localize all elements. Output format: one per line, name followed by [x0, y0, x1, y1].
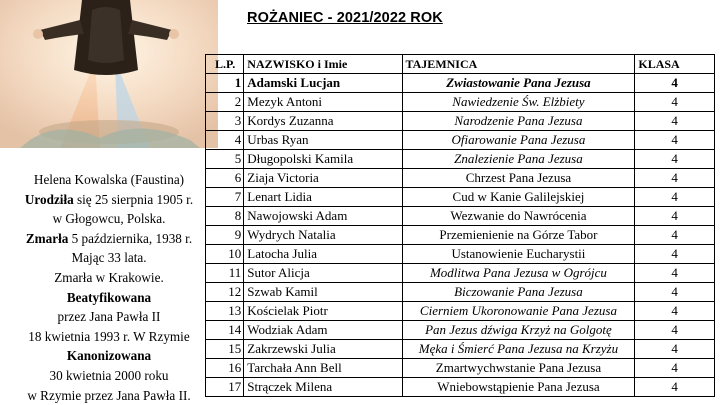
- table-row: [206, 150, 715, 169]
- row-name: Urbas Ryan: [244, 131, 402, 150]
- row-class: 4: [635, 340, 715, 359]
- rosary-table: [205, 54, 715, 397]
- table-row: [206, 359, 715, 378]
- row-mystery: Chrzest Pana Jezusa: [402, 169, 635, 188]
- row-mystery: Męka i Śmierć Pana Jezusa na Krzyżu: [402, 340, 635, 359]
- row-mystery: Biczowanie Pana Jezusa: [402, 283, 635, 302]
- bio-line: Helena Kowalska (Faustina): [33, 172, 185, 187]
- bio-line: przez Jana Pawła II: [57, 309, 161, 325]
- row-class: 4: [635, 245, 715, 264]
- table-row: [206, 207, 715, 226]
- row-lp: 10: [206, 245, 244, 264]
- row-class: 4: [635, 264, 715, 283]
- row-mystery: Wezwanie do Nawrócenia: [402, 207, 635, 226]
- row-name: Latocha Julia: [244, 245, 402, 264]
- row-name: Wydrych Natalia: [244, 226, 402, 245]
- header-lp: L.P.: [206, 55, 244, 74]
- row-lp: 2: [206, 93, 244, 112]
- row-lp: 7: [206, 188, 244, 207]
- row-mystery: Wniebowstąpienie Pana Jezusa: [402, 378, 635, 397]
- table-row: [206, 188, 715, 207]
- bio-line: w Głogowcu, Polska.: [52, 211, 166, 227]
- row-lp: 16: [206, 359, 244, 378]
- row-mystery: Zwiastowanie Pana Jezusa: [402, 74, 635, 93]
- row-mystery: Przemienienie na Górze Tabor: [402, 226, 635, 245]
- table-row: [206, 321, 715, 340]
- row-name: Ziaja Victoria: [244, 169, 402, 188]
- row-name: Długopolski Kamila: [244, 150, 402, 169]
- row-name: Wodziak Adam: [244, 321, 402, 340]
- row-name: Kordys Zuzanna: [244, 112, 402, 131]
- row-mystery: Nawiedzenie Św. Elżbiety: [402, 93, 635, 112]
- header-mystery: TAJEMNICA: [402, 55, 635, 74]
- row-mystery: Pan Jezus dźwiga Krzyż na Golgotę: [402, 321, 635, 340]
- row-mystery: Ofiarowanie Pana Jezusa: [402, 131, 635, 150]
- row-class: 4: [635, 378, 715, 397]
- row-lp: 4: [206, 131, 244, 150]
- row-mystery: Narodzenie Pana Jezusa: [402, 112, 635, 131]
- table-row: [206, 131, 715, 150]
- row-class: 4: [635, 169, 715, 188]
- table-header-row: [206, 55, 715, 74]
- row-name: Adamski Lucjan: [244, 74, 402, 93]
- table-row: [206, 74, 715, 93]
- row-lp: 3: [206, 112, 244, 131]
- row-class: 4: [635, 359, 715, 378]
- table-row: [206, 378, 715, 397]
- row-mystery: Znalezienie Pana Jezusa: [402, 150, 635, 169]
- row-class: 4: [635, 74, 715, 93]
- table-row: [206, 264, 715, 283]
- row-class: 4: [635, 188, 715, 207]
- row-name: Sutor Alicja: [244, 264, 402, 283]
- faustina-biography: [0, 170, 218, 405]
- row-name: Tarchała Ann Bell: [244, 359, 402, 378]
- row-name: Strączek Milena: [244, 378, 402, 397]
- row-name: Mezyk Antoni: [244, 93, 402, 112]
- row-class: 4: [635, 207, 715, 226]
- row-class: 4: [635, 283, 715, 302]
- table-row: [206, 112, 715, 131]
- row-lp: 1: [206, 74, 244, 93]
- row-mystery: Cud w Kanie Galilejskiej: [402, 188, 635, 207]
- bio-line: 30 kwietnia 2000 roku: [49, 367, 169, 383]
- header-name: NAZWISKO i Imie: [244, 55, 402, 74]
- row-lp: 9: [206, 226, 244, 245]
- header-class: KLASA: [635, 55, 715, 74]
- row-name: Zakrzewski Julia: [244, 340, 402, 359]
- row-mystery: Modlitwa Pana Jezusa w Ogrójcu: [402, 264, 635, 283]
- row-class: 4: [635, 131, 715, 150]
- row-lp: 15: [206, 340, 244, 359]
- saint-faustina-portrait: [0, 0, 218, 148]
- row-lp: 12: [206, 283, 244, 302]
- row-lp: 6: [206, 169, 244, 188]
- row-lp: 5: [206, 150, 244, 169]
- table-row: [206, 302, 715, 321]
- row-class: 4: [635, 150, 715, 169]
- row-name: Szwab Kamil: [244, 283, 402, 302]
- row-mystery: Cierniem Ukoronowanie Pana Jezusa: [402, 302, 635, 321]
- bio-line: Zmarła 5 października, 1938 r.: [25, 230, 193, 246]
- row-class: 4: [635, 112, 715, 131]
- table-row: [206, 283, 715, 302]
- table-row: [206, 340, 715, 359]
- row-lp: 8: [206, 207, 244, 226]
- row-class: 4: [635, 226, 715, 245]
- row-name: Nawojowski Adam: [244, 207, 402, 226]
- table-row: [206, 169, 715, 188]
- row-name: Lenart Lidia: [244, 188, 402, 207]
- row-class: 4: [635, 93, 715, 112]
- row-lp: 13: [206, 302, 244, 321]
- table-row: [206, 226, 715, 245]
- bio-line: Urodziła się 25 sierpnia 1905 r.: [24, 191, 194, 207]
- row-class: 4: [635, 302, 715, 321]
- bio-line: w Rzymie przez Jana Pawła II.: [27, 387, 191, 403]
- row-name: Kościelak Piotr: [244, 302, 402, 321]
- row-lp: 17: [206, 378, 244, 397]
- table-row: [206, 245, 715, 264]
- row-mystery: Ustanowienie Eucharystii: [402, 245, 635, 264]
- row-class: 4: [635, 321, 715, 340]
- bio-line: Kanonizowana: [66, 348, 152, 364]
- bio-line: Zmarła w Krakowie.: [54, 269, 164, 285]
- row-lp: 11: [206, 264, 244, 283]
- row-lp: 14: [206, 321, 244, 340]
- bio-line: Mając 33 lata.: [71, 250, 147, 266]
- table-row: [206, 93, 715, 112]
- row-mystery: Zmartwychwstanie Pana Jezusa: [402, 359, 635, 378]
- bio-line: Beatyfikowana: [66, 289, 152, 305]
- page-title: ROŻANIEC - 2021/2022 ROK: [247, 10, 443, 26]
- bio-line: 18 kwietnia 1993 r. W Rzymie: [28, 328, 190, 344]
